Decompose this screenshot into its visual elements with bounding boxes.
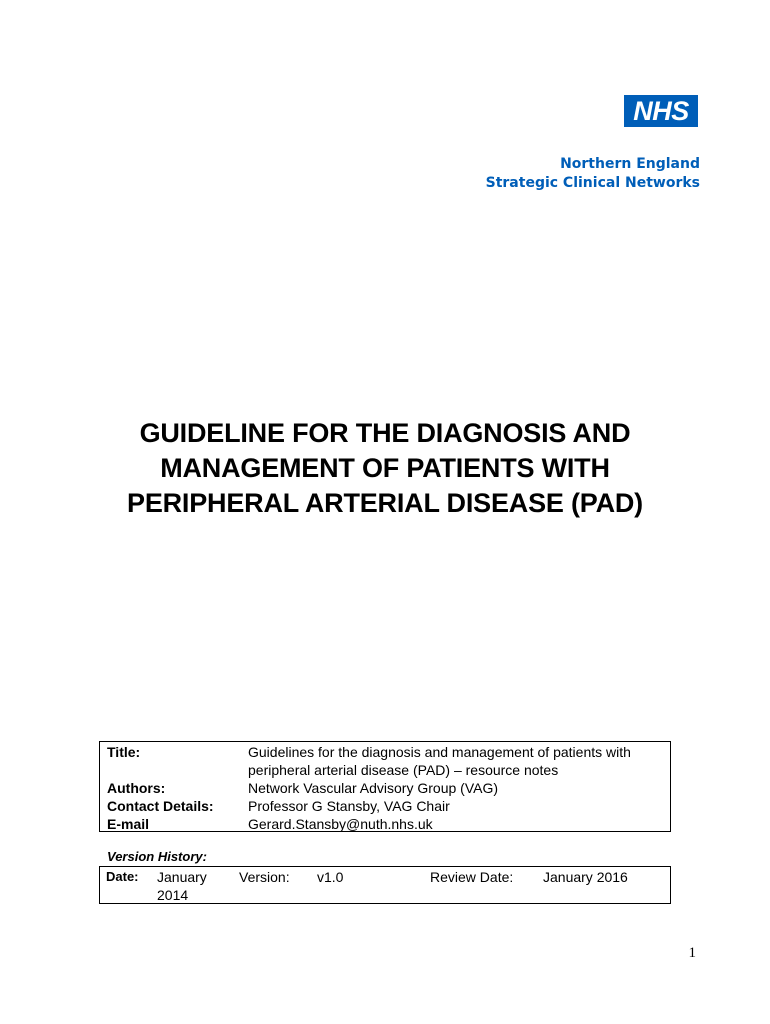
email-label: E-mail	[107, 816, 150, 832]
version-history-table	[99, 866, 671, 904]
version-value: v1.0	[317, 869, 344, 885]
page-number: 1	[688, 945, 696, 961]
title-label: Title:	[107, 744, 141, 760]
network-name-line1: Northern England	[560, 156, 700, 172]
version-label: Version:	[239, 869, 290, 885]
review-date-label: Review Date:	[430, 869, 514, 885]
document-title-line1: GUIDELINE FOR THE DIAGNOSIS AND	[139, 418, 631, 448]
review-date-value: January 2016	[543, 869, 628, 885]
nhs-logo: NHS	[624, 95, 698, 127]
network-name-line2: Strategic Clinical Networks	[485, 175, 700, 191]
authors-value: Network Vascular Advisory Group (VAG)	[248, 780, 499, 796]
network-name	[486, 155, 700, 193]
date-value: January 2014	[157, 869, 207, 903]
email-value: Gerard.Stansby@nuth.nhs.uk	[248, 816, 433, 832]
title-value: Guidelines for the diagnosis and management of patients with peripheral arterial disease (PAD) – resource notes	[248, 744, 631, 778]
date-label: Date:	[106, 869, 139, 884]
contact-details-label: Contact Details:	[107, 798, 214, 814]
document-title-line2: MANAGEMENT OF PATIENTS WITH	[160, 453, 610, 483]
contact-details-value: Professor G Stansby, VAG Chair	[248, 798, 450, 814]
version-history-heading: Version History:	[107, 849, 207, 864]
document-title-line3: PERIPHERAL ARTERIAL DISEASE (PAD)	[127, 488, 643, 518]
authors-label: Authors:	[107, 780, 166, 796]
document-details-table	[99, 741, 671, 832]
document-title	[60, 416, 710, 521]
